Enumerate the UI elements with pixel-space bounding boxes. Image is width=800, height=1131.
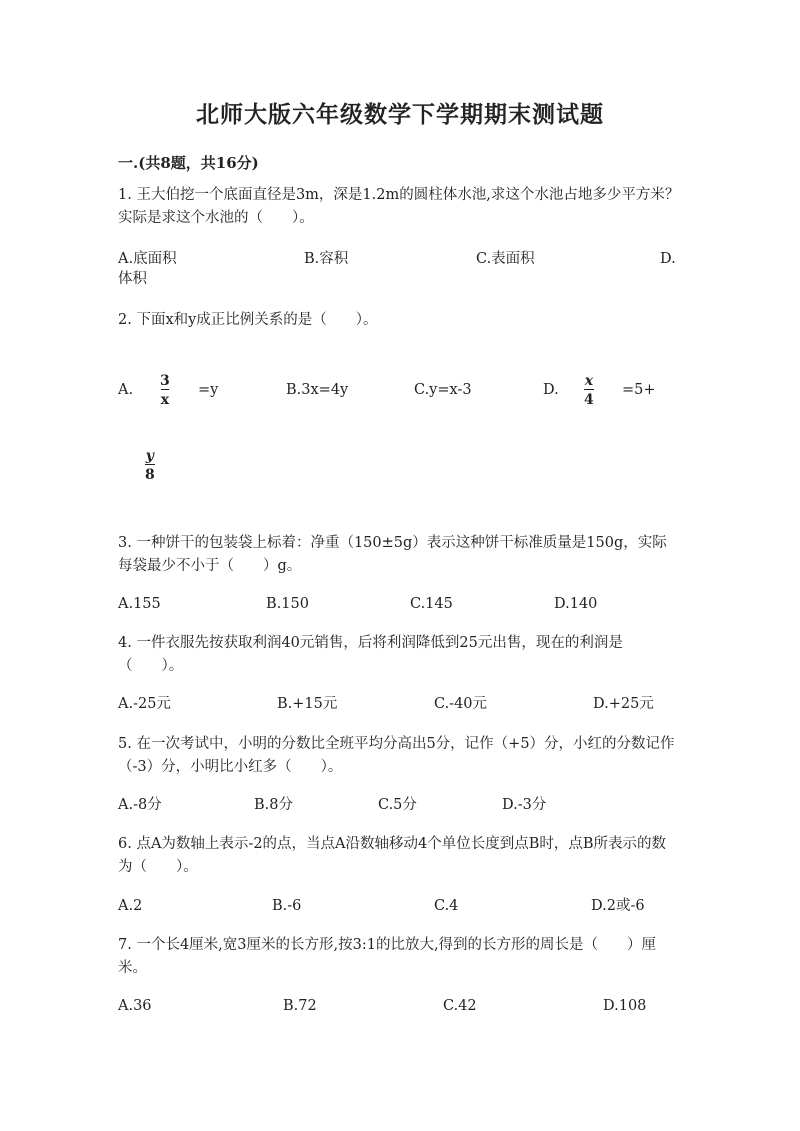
section-heading: 一.(共8题，共16分) [118, 154, 259, 172]
question-6-option-b[interactable]: B.-6 [272, 898, 302, 914]
question-4-option-a[interactable]: A.-25元 [118, 696, 171, 712]
question-5-stem: 5. 在一次考试中，小明的分数比全班平均分高出5分，记作（+5）分，小红的分数记作（-3）分，小明比小红多（ ）。 [118, 736, 675, 775]
fraction-denominator: 8 [145, 464, 155, 483]
question-3-option-d[interactable]: D.140 [554, 596, 598, 612]
question-3-option-c[interactable]: C.145 [410, 596, 453, 612]
question-3-stem: 3. 一种饼干的包装袋上标着：净重（150±5g）表示这种饼干标准质量是150g，实际每袋最少不小于（ ）g。 [118, 535, 667, 574]
question-7-stem: 7. 一个长4厘米,宽3厘米的长方形,按3:1的比放大,得到的长方形的周长是（ ）厘米。 [118, 937, 657, 976]
question-5-option-d[interactable]: D.-3分 [502, 797, 547, 813]
question-7-option-d[interactable]: D.108 [603, 998, 647, 1014]
fraction-numerator: y [145, 448, 154, 464]
question-2-option-b[interactable]: B.3x=4y [286, 382, 349, 398]
question-2-option-a-fraction [160, 373, 170, 408]
question-1-option-c[interactable]: C.表面积 [476, 251, 535, 267]
page-title: 北师大版六年级数学下学期期末测试题 [196, 101, 604, 128]
question-1-option-d-text: 体积 [118, 271, 147, 287]
question-2-option-a[interactable]: A. [118, 382, 134, 398]
fraction-denominator: 4 [584, 389, 594, 408]
question-4-option-b[interactable]: B.+15元 [277, 696, 338, 712]
question-4-stem: 4. 一件衣服先按获取利润40元销售，后将利润降低到25元出售，现在的利润是（ ）。 [118, 635, 623, 674]
question-3-option-a[interactable]: A.155 [118, 596, 161, 612]
question-2-option-d-fraction-2 [145, 448, 155, 483]
question-3-option-b[interactable]: B.150 [266, 596, 309, 612]
question-6-option-d[interactable]: D.2或-6 [591, 898, 645, 914]
question-1-option-d[interactable]: D. [660, 251, 676, 267]
question-4-option-c[interactable]: C.-40元 [434, 696, 488, 712]
question-4-option-d[interactable]: D.+25元 [593, 696, 654, 712]
question-7-option-b[interactable]: B.72 [283, 998, 317, 1014]
question-2-option-c[interactable]: C.y=x-3 [414, 382, 472, 398]
question-6-option-a[interactable]: A.2 [118, 898, 143, 914]
question-1-option-a[interactable]: A.底面积 [118, 251, 177, 267]
question-7-option-c[interactable]: C.42 [443, 998, 477, 1014]
question-2-option-d[interactable]: D. [543, 382, 559, 398]
question-5-option-b[interactable]: B.8分 [254, 797, 293, 813]
question-2-option-a-tail: =y [198, 382, 219, 398]
fraction-numerator: x [584, 373, 594, 389]
question-6-stem: 6. 点A为数轴上表示-2的点，当点A沿数轴移动4个单位长度到点B时，点B所表示的数为（ ）。 [118, 836, 667, 875]
question-2-stem: 2. 下面x和y成正比例关系的是（ ）。 [118, 312, 378, 328]
question-1-stem: 1. 王大伯挖一个底面直径是3m，深是1.2m的圆柱体水池,求这个水池占地多少平方米？实际是求这个水池的（ ）。 [118, 187, 680, 226]
question-2-option-d-fraction [584, 373, 594, 408]
question-2-option-d-tail: =5+ [622, 382, 656, 398]
fraction-numerator: 3 [160, 373, 170, 389]
question-1-option-b[interactable]: B.容积 [304, 251, 349, 267]
question-5-option-c[interactable]: C.5分 [378, 797, 417, 813]
fraction-denominator: x [161, 389, 169, 408]
question-5-option-a[interactable]: A.-8分 [118, 797, 162, 813]
question-7-option-a[interactable]: A.36 [118, 998, 152, 1014]
question-6-option-c[interactable]: C.4 [434, 898, 459, 914]
